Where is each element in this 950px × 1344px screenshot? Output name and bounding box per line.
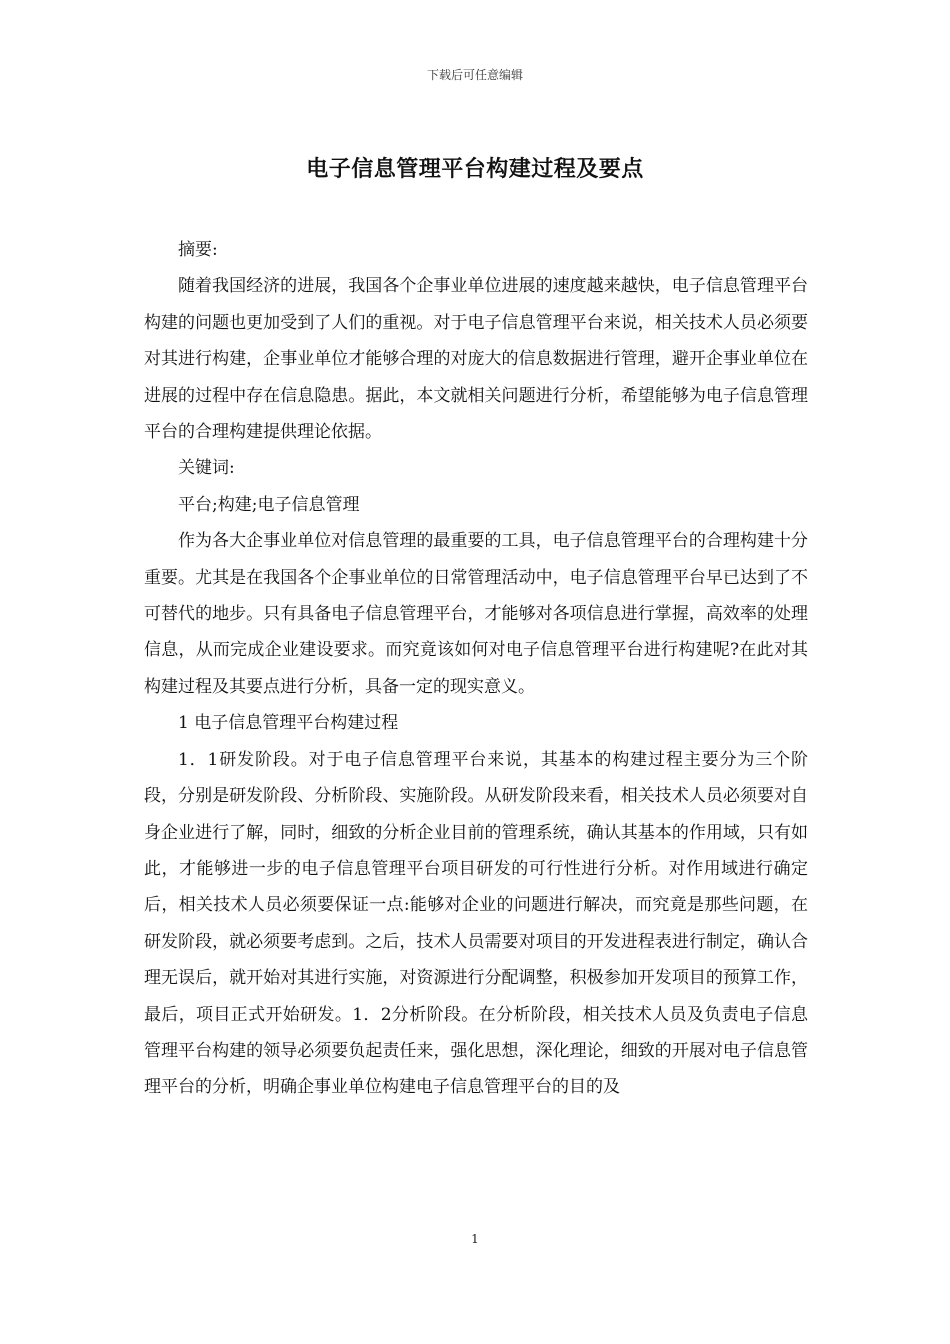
header-note: 下载后可任意编辑 bbox=[426, 68, 523, 82]
abstract-heading: 摘要: bbox=[178, 240, 218, 260]
intro-paragraph: 作为各大企事业单位对信息管理的最重要的工具，电子信息管理平台的合理构建十分重要。尤其是在我国各个企事业单位的日常管理活动中，电子信息管理平台早已达到了不可替代的地步。只有具备电子信息管理平台，才能够对各项信息进行掌握，高效率的处理信息，从而完成企业建设要求。而究竟该如何对电子信息管理平台进行构建呢?在此对其构建过程及其要点进行分析，具备一定的现实意义。 bbox=[144, 531, 808, 697]
section-paragraph: 1．1研发阶段。对于电子信息管理平台来说，其基本的构建过程主要分为三个阶段，分别是研发阶段、分析阶段、实施阶段。从研发阶段来看，相关技术人员必须要对自身企业进行了解，同时，细致的分析企业目前的管理系统，确认其基本的作用域，只有如此，才能够进一步的电子信息管理平台项目研发的可行性进行分析。对作用域进行确定后，相关技术人员必须要保证一点:能够对企业的问题进行解决，而究竟是那些问题，在研发阶段，就必须要考虑到。之后，技术人员需要对项目的开发进程表进行制定，确认合理无误后，就开始对其进行实施，对资源进行分配调整，积极参加开发项目的预算工作，最后，项目正式开始研发。1．2分析阶段。在分析阶段，相关技术人员及负责电子信息管理平台构建的领导必须要负起责任来，强化思想，深化理论，细致的开展对电子信息管理平台的分析，明确企事业单位构建电子信息管理平台的目的及 bbox=[144, 749, 808, 1098]
keywords-list: 平台;构建;电子信息管理 bbox=[178, 494, 360, 515]
section-heading: 1 电子信息管理平台构建过程 bbox=[178, 713, 399, 734]
page-number: 1 bbox=[471, 1232, 479, 1246]
document-title: 电子信息管理平台构建过程及要点 bbox=[306, 156, 644, 182]
document-body bbox=[144, 232, 808, 1106]
keywords-heading: 关键词: bbox=[178, 458, 235, 479]
abstract-paragraph: 随着我国经济的进展，我国各个企事业单位进展的速度越来越快，电子信息管理平台构建的问题也更加受到了人们的重视。对于电子信息管理平台来说，相关技术人员必须要对其进行构建，企事业单位才能够合理的对庞大的信息数据进行管理，避开企事业单位在进展的过程中存在信息隐患。据此，本文就相关问题进行分析，希望能够为电子信息管理平台的合理构建提供理论依据。 bbox=[144, 276, 808, 443]
